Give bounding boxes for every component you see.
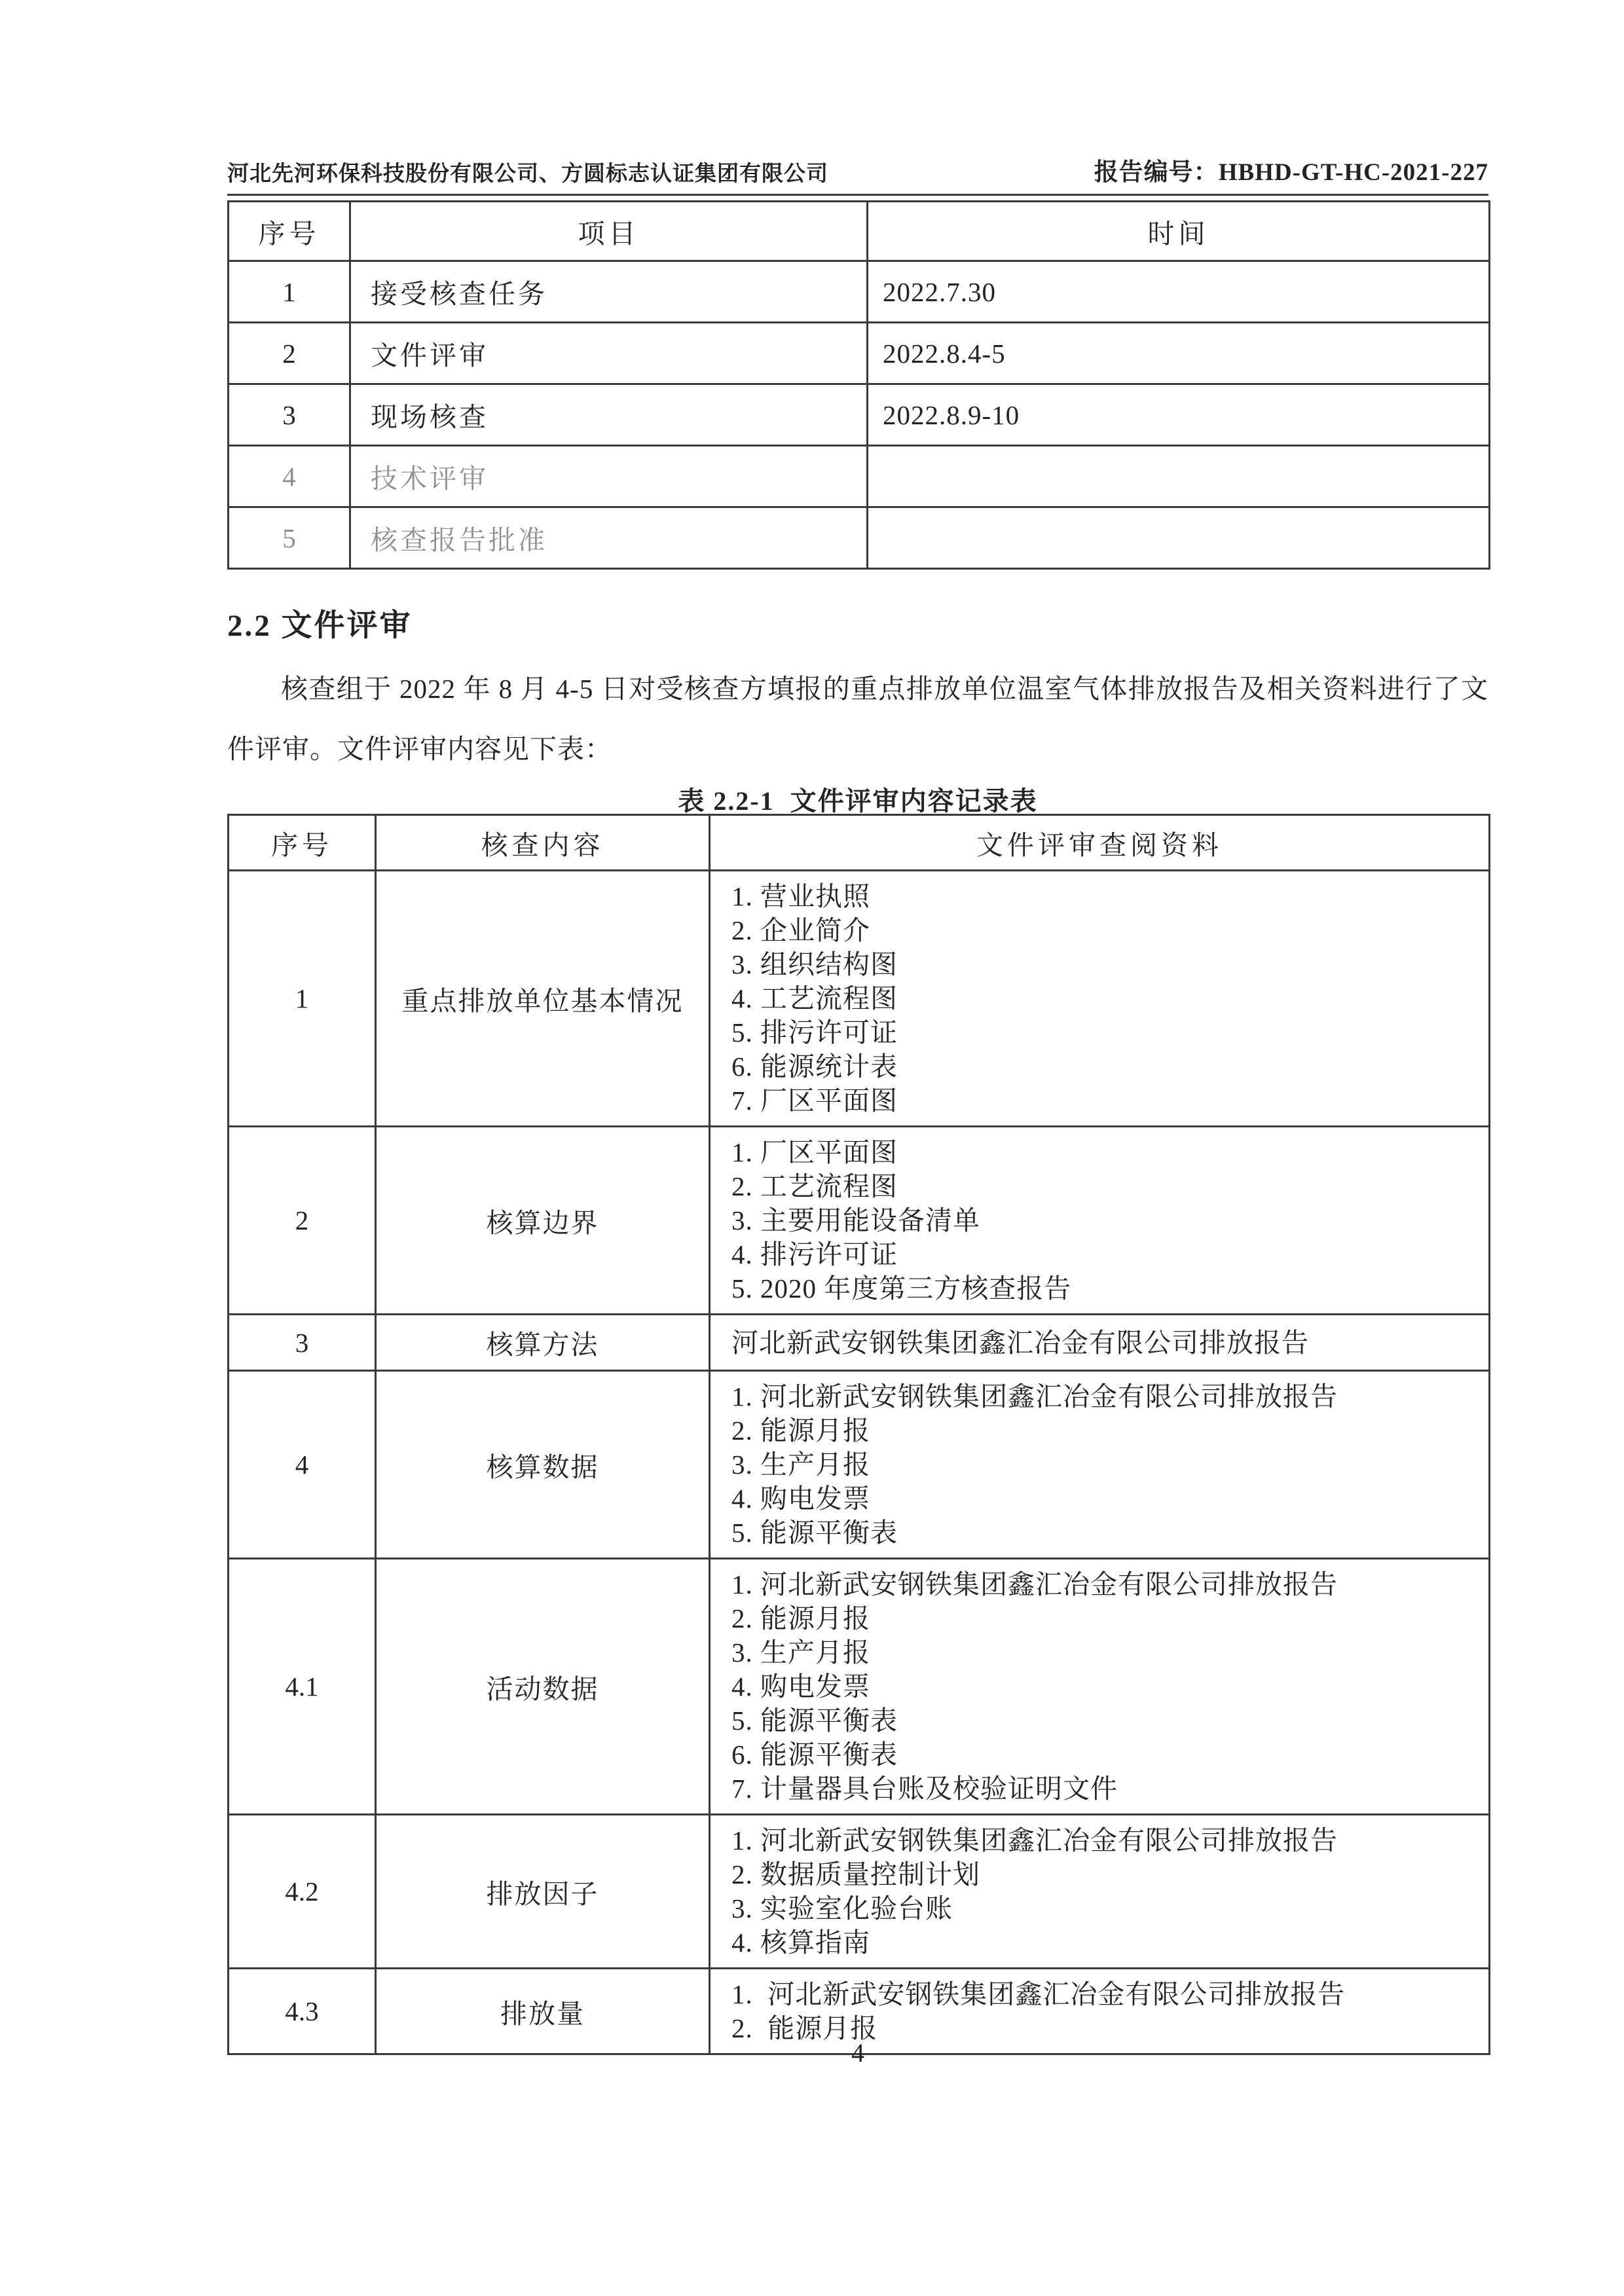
schedule-cell-no: 5 — [229, 507, 350, 569]
schedule-cell-no: 3 — [229, 384, 350, 446]
review-cell-materials — [710, 1315, 1490, 1371]
schedule-table-body — [229, 261, 1490, 569]
schedule-header-item: 项目 — [350, 202, 868, 261]
document-review-table — [227, 814, 1490, 2055]
review-header-no: 序号 — [229, 815, 376, 871]
material-line: 1. 厂区平面图 — [731, 1137, 898, 1167]
review-cell-no: 1 — [229, 871, 376, 1127]
review-cell-no: 3 — [229, 1315, 376, 1371]
section-paragraph: 核查组于 2022 年 8 月 4-5 日对受核查方填报的重点排放单位温室气体排放报告及相关资料进行了文件评审。文件评审内容见下表： — [227, 674, 1488, 764]
review-cell-no: 4.1 — [229, 1559, 376, 1815]
review-header-row — [229, 815, 1490, 871]
schedule-header-no: 序号 — [229, 202, 350, 261]
review-cell-materials — [710, 1815, 1490, 1969]
review-cell-materials — [710, 1371, 1490, 1559]
material-line: 4. 购电发票 — [731, 1484, 870, 1514]
review-cell-no: 4.2 — [229, 1815, 376, 1969]
schedule-cell-item: 接受核查任务 — [350, 261, 868, 323]
material-line: 7. 计量器具台账及校验证明文件 — [731, 1774, 1118, 1804]
material-line: 2. 能源月报 — [731, 1603, 870, 1633]
review-cell-content: 排放因子 — [376, 1815, 710, 1969]
material-line: 5. 能源平衡表 — [731, 1518, 898, 1548]
review-row — [229, 1815, 1490, 1969]
material-line: 5. 2020 年度第三方核查报告 — [731, 1273, 1072, 1303]
schedule-header-row — [229, 202, 1490, 261]
material-line: 3. 生产月报 — [731, 1449, 870, 1480]
review-cell-no: 4.3 — [229, 1969, 376, 2054]
material-line: 3. 组织结构图 — [731, 949, 898, 979]
material-line: 3. 生产月报 — [731, 1637, 870, 1667]
schedule-row — [229, 507, 1490, 569]
review-table-caption: 表 2.2-1 文件评审内容记录表 — [678, 786, 1038, 816]
review-row — [229, 1315, 1490, 1371]
schedule-cell-no: 1 — [229, 261, 350, 323]
material-line: 3. 主要用能设备清单 — [731, 1205, 980, 1235]
page-header — [227, 140, 1488, 187]
material-line: 2. 数据质量控制计划 — [731, 1859, 980, 1889]
header-company: 河北先河环保科技股份有限公司、方圆标志认证集团有限公司 — [227, 162, 828, 186]
review-cell-content: 活动数据 — [376, 1559, 710, 1815]
review-cell-content: 核算边界 — [376, 1127, 710, 1315]
report-no-label: 报告编号： — [1094, 159, 1219, 186]
verification-schedule-table — [227, 200, 1490, 570]
material-line: 河北新武安钢铁集团鑫汇冶金有限公司排放报告 — [731, 1327, 1309, 1358]
schedule-cell-no: 2 — [229, 323, 350, 384]
review-header-materials: 文件评审查阅资料 — [710, 815, 1490, 871]
review-cell-content: 排放量 — [376, 1969, 710, 2054]
review-row — [229, 871, 1490, 1127]
material-line: 4. 排污许可证 — [731, 1239, 898, 1269]
schedule-header-time: 时间 — [868, 202, 1490, 261]
review-row — [229, 1559, 1490, 1815]
review-row — [229, 1127, 1490, 1315]
review-table-body — [229, 871, 1490, 2054]
schedule-row — [229, 261, 1490, 323]
header-report-no — [1094, 152, 1488, 187]
header-rule — [227, 194, 1488, 196]
material-line: 4. 购电发票 — [731, 1671, 870, 1702]
material-line: 6. 能源统计表 — [731, 1051, 898, 1082]
material-line: 1. 河北新武安钢铁集团鑫汇冶金有限公司排放报告 — [731, 1381, 1338, 1412]
review-cell-content: 核算数据 — [376, 1371, 710, 1559]
schedule-cell-item: 文件评审 — [350, 323, 868, 384]
schedule-row — [229, 323, 1490, 384]
schedule-cell-time: 2022.7.30 — [868, 261, 1490, 323]
material-line: 1. 河北新武安钢铁集团鑫汇冶金有限公司排放报告 — [731, 1979, 1346, 2009]
schedule-cell-item: 核查报告批准 — [350, 507, 868, 569]
material-line: 1. 河北新武安钢铁集团鑫汇冶金有限公司排放报告 — [731, 1825, 1338, 1855]
report-no-value: HBHD-GT-HC-2021-227 — [1218, 159, 1488, 186]
schedule-cell-time — [868, 507, 1490, 569]
schedule-cell-time: 2022.8.9-10 — [868, 384, 1490, 446]
page-number: 4 — [851, 2038, 864, 2068]
schedule-row — [229, 446, 1490, 507]
review-cell-no: 4 — [229, 1371, 376, 1559]
review-row — [229, 1371, 1490, 1559]
schedule-cell-no: 4 — [229, 446, 350, 507]
review-header-content: 核查内容 — [376, 815, 710, 871]
review-cell-materials — [710, 871, 1490, 1127]
schedule-cell-item: 技术评审 — [350, 446, 868, 507]
review-cell-content: 重点排放单位基本情况 — [376, 871, 710, 1127]
material-line: 3. 实验室化验台账 — [731, 1893, 953, 1923]
schedule-row — [229, 384, 1490, 446]
material-line: 1. 营业执照 — [731, 881, 870, 911]
material-line: 1. 河北新武安钢铁集团鑫汇冶金有限公司排放报告 — [731, 1569, 1338, 1599]
schedule-cell-time: 2022.8.4-5 — [868, 323, 1490, 384]
schedule-cell-item: 现场核查 — [350, 384, 868, 446]
material-line: 4. 核算指南 — [731, 1927, 870, 1958]
material-line: 2. 企业简介 — [731, 915, 870, 945]
material-line: 4. 工艺流程图 — [731, 983, 898, 1013]
section-heading: 2.2 文件评审 — [227, 609, 413, 643]
review-cell-content: 核算方法 — [376, 1315, 710, 1371]
material-line: 6. 能源平衡表 — [731, 1740, 898, 1770]
material-line: 2. 能源月报 — [731, 2013, 878, 2043]
review-cell-no: 2 — [229, 1127, 376, 1315]
material-line: 7. 厂区平面图 — [731, 1085, 898, 1116]
schedule-cell-time — [868, 446, 1490, 507]
material-line: 5. 能源平衡表 — [731, 1705, 898, 1736]
review-cell-materials — [710, 1559, 1490, 1815]
material-line: 2. 工艺流程图 — [731, 1171, 898, 1201]
review-cell-materials — [710, 1127, 1490, 1315]
material-line: 2. 能源月报 — [731, 1415, 870, 1446]
material-line: 5. 排污许可证 — [731, 1017, 898, 1048]
